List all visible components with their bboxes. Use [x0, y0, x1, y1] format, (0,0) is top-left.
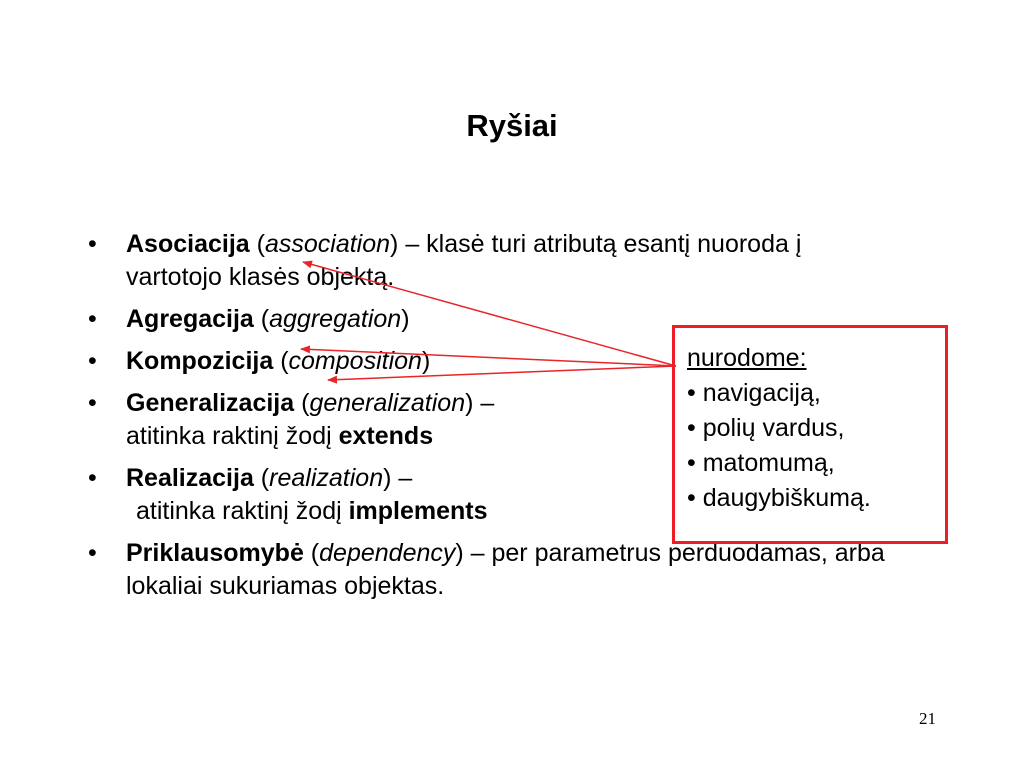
slide-title: Ryšiai: [466, 108, 558, 143]
description: –: [391, 464, 413, 492]
description-line2: atitinka raktinį žodį: [126, 422, 339, 450]
bullet-marker: •: [88, 230, 97, 258]
description-line2: atitinka raktinį žodį: [136, 497, 349, 525]
bullet-marker: •: [88, 389, 97, 417]
note-line: • daugybiškumą.: [687, 484, 871, 512]
note-line: • matomumą,: [687, 449, 835, 477]
description: –: [473, 389, 495, 417]
term: Agregacija: [126, 305, 254, 333]
english-term: dependency: [319, 539, 456, 567]
english-term: aggregation: [269, 305, 402, 333]
bullet-marker: •: [88, 539, 97, 567]
paren-open: (: [253, 305, 270, 333]
note-line: • navigaciją,: [687, 379, 821, 407]
paren-open: (: [273, 347, 289, 375]
page-number: 21: [919, 709, 936, 728]
english-term: association: [264, 230, 391, 258]
term: Realizacija: [126, 464, 254, 492]
bullet-marker: •: [88, 347, 97, 375]
paren-open: (: [249, 230, 265, 258]
arrow-to-aggregation: [301, 349, 676, 366]
paren-close: ): [383, 464, 392, 492]
term: Kompozicija: [126, 347, 274, 375]
paren-close: ): [390, 230, 399, 258]
bullet-marker: •: [88, 305, 97, 333]
keyword: extends: [338, 422, 434, 450]
paren-close: ): [421, 347, 431, 375]
term: Generalizacija: [126, 389, 295, 417]
paren-close: ): [465, 389, 474, 417]
arrow-to-association: [303, 262, 676, 366]
english-term: composition: [288, 347, 422, 375]
english-term: realization: [269, 464, 384, 492]
paren-open: (: [294, 389, 310, 417]
paren-open: (: [303, 539, 320, 567]
bullet-marker: •: [88, 464, 97, 492]
paren-close: ): [401, 305, 410, 333]
term: Asociacija: [126, 230, 250, 258]
arrow-to-composition: [328, 366, 676, 380]
english-term: generalization: [309, 389, 466, 417]
term: Priklausomybė: [126, 539, 304, 567]
note-line: • polių vardus,: [687, 414, 845, 442]
description: – per parametrus perduodamas, arba lokaliai sukuriamas objektas.: [126, 539, 885, 600]
paren-open: (: [253, 464, 270, 492]
paren-close: ): [455, 539, 464, 567]
keyword: implements: [348, 497, 488, 525]
note-heading: nurodome:: [687, 344, 807, 372]
description: – klasė turi atributą esantį nuoroda į vartotojo klasės objektą.: [126, 230, 802, 291]
